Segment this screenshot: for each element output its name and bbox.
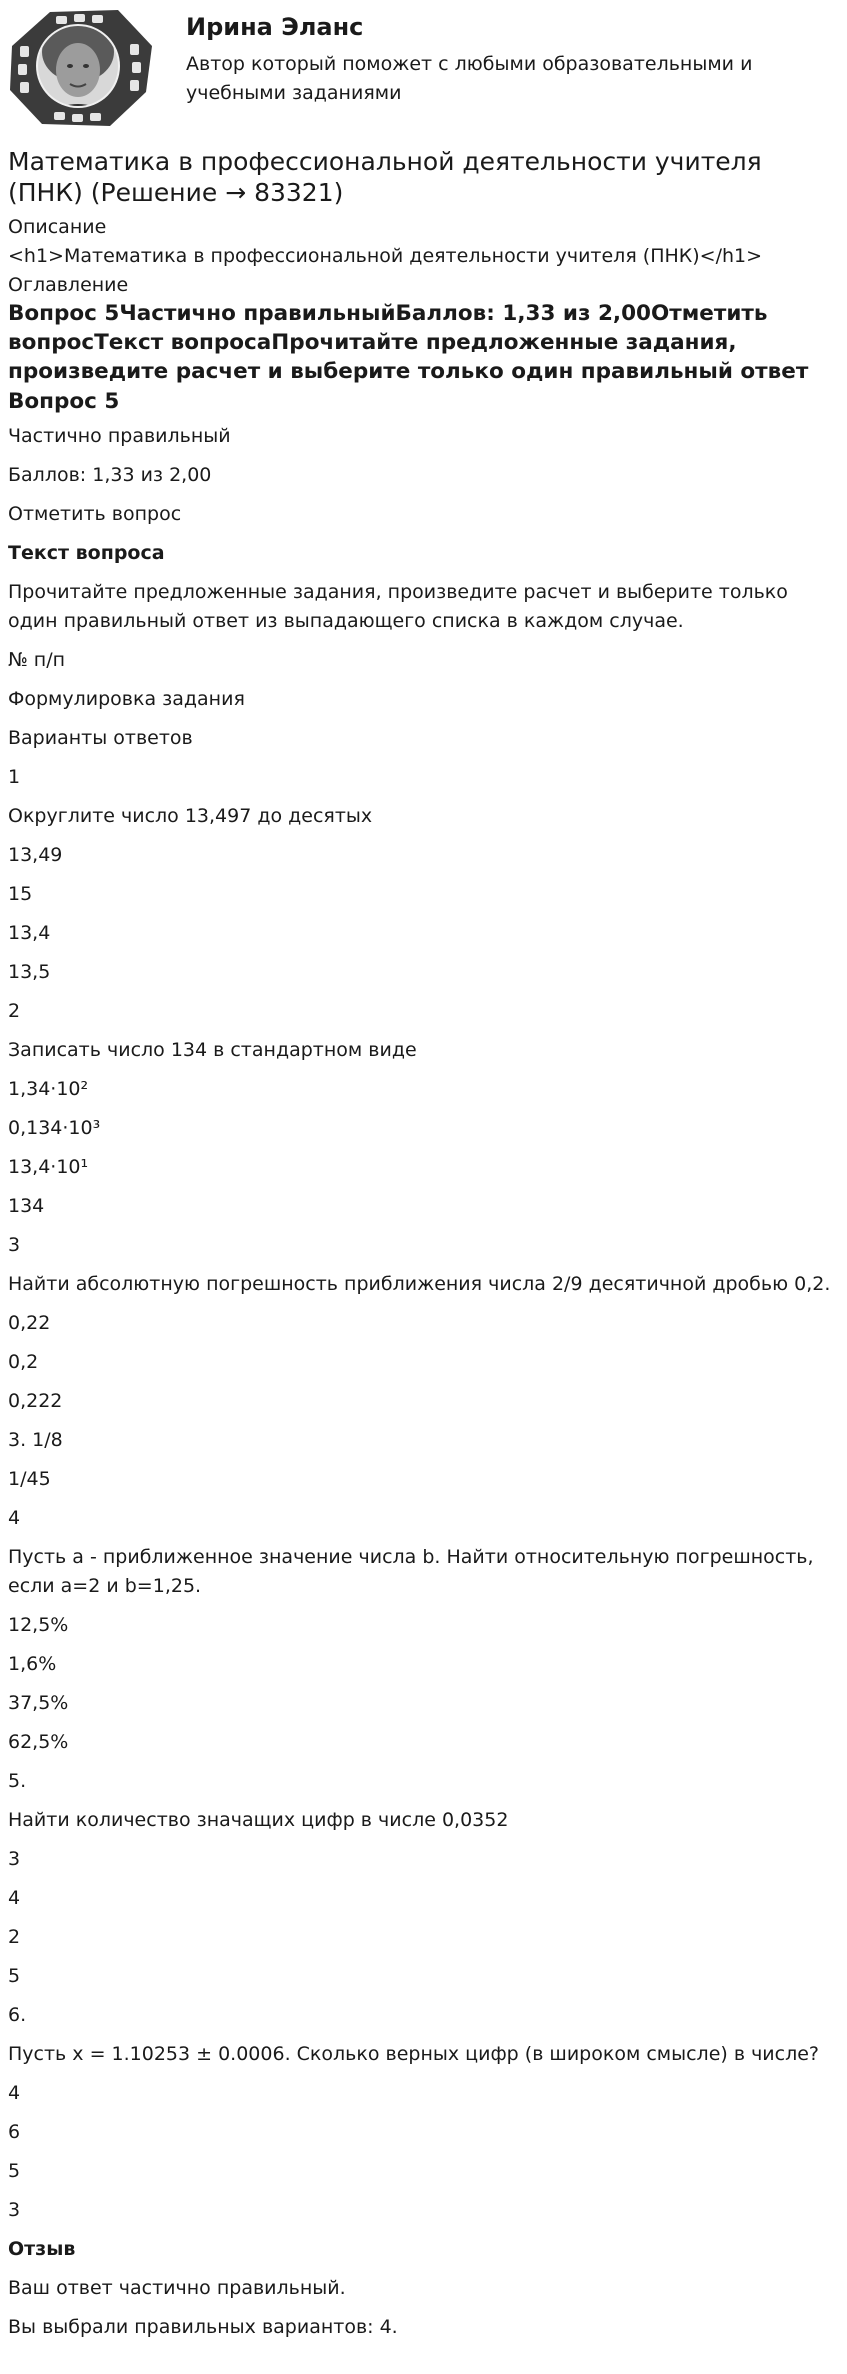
answer-option[interactable]: 1/45	[8, 1468, 51, 1490]
question-heading: Вопрос 5	[8, 389, 120, 414]
answer-option[interactable]: 15	[8, 883, 33, 905]
answer-option[interactable]: 12,5%	[8, 1614, 69, 1636]
answer-option[interactable]: 13,4·10¹	[8, 1156, 89, 1178]
column-task-header: Формулировка задания	[8, 688, 245, 710]
task-text: Записать число 134 в стандартном виде	[8, 1039, 417, 1061]
answer-option[interactable]: 3. 1/8	[8, 1429, 63, 1451]
question-status: Частично правильный	[8, 425, 231, 447]
task-number: 5.	[8, 1770, 27, 1792]
author-header	[0, 0, 847, 140]
column-answers-header: Варианты ответов	[8, 727, 193, 749]
answer-option[interactable]: 0,134·10³	[8, 1117, 101, 1139]
flag-question-link[interactable]: Отметить вопрос	[8, 503, 182, 525]
answer-option[interactable]: 13,4	[8, 922, 51, 944]
answer-option[interactable]: 5	[8, 1965, 21, 1987]
raw-h1-text: <h1>Математика в профессиональной деятельности учителя (ПНК)</h1>	[8, 245, 763, 267]
task-number: 1	[8, 766, 21, 788]
task-number: 4	[8, 1507, 21, 1529]
toc-summary: Вопрос 5Частично правильныйБаллов: 1,33 из 2,00Отметить вопросТекст вопросаПрочитайте предложенные задания, произведите расчет и выберите только один правильный ответ	[8, 301, 809, 384]
feedback-selected: Вы выбрали правильных вариантов: 4.	[8, 2316, 398, 2338]
toc-label: Оглавление	[8, 274, 129, 296]
answer-option[interactable]: 1,34·10²	[8, 1078, 89, 1100]
answer-option[interactable]: 13,5	[8, 961, 51, 983]
author-name: Ирина Эланс	[186, 13, 364, 41]
task-number: 6.	[8, 2004, 27, 2026]
task-text: Найти количество значащих цифр в числе 0,0352	[8, 1809, 509, 1831]
author-avatar	[6, 6, 156, 130]
author-bio: Автор который поможет с любыми образовательными и учебными заданиями	[186, 53, 753, 104]
task-text: Пусть а - приближенное значение числа b. Найти относительную погрешность, если a=2 и b=1,25.	[8, 1546, 814, 1597]
answer-option[interactable]: 4	[8, 2082, 21, 2104]
answer-option[interactable]: 134	[8, 1195, 45, 1217]
answer-option[interactable]: 6	[8, 2121, 21, 2143]
question-text: Прочитайте предложенные задания, произведите расчет и выберите только один правильный ответ из выпадающего списка в каждом случае.	[8, 581, 788, 632]
answer-option[interactable]: 2	[8, 1926, 21, 1948]
question-text-label: Текст вопроса	[8, 542, 165, 564]
feedback-label: Отзыв	[8, 2238, 76, 2260]
answer-option[interactable]: 0,222	[8, 1390, 63, 1412]
main-content	[8, 146, 840, 2347]
answer-option[interactable]: 1,6%	[8, 1653, 57, 1675]
task-text: Найти абсолютную погрешность приближения числа 2/9 десятичной дробью 0,2.	[8, 1273, 831, 1295]
answer-option[interactable]: 4	[8, 1887, 21, 1909]
column-number-header: № п/п	[8, 649, 66, 671]
answer-option[interactable]: 62,5%	[8, 1731, 69, 1753]
answer-option[interactable]: 13,49	[8, 844, 63, 866]
task-number: 2	[8, 1000, 21, 1022]
page-title: Математика в профессиональной деятельности учителя (ПНК) (Решение → 83321)	[8, 147, 762, 207]
task-text: Округлите число 13,497 до десятых	[8, 805, 373, 827]
answer-option[interactable]: 37,5%	[8, 1692, 69, 1714]
answer-option[interactable]: 5	[8, 2160, 21, 2182]
film-frame-avatar-icon	[6, 6, 156, 130]
question-score: Баллов: 1,33 из 2,00	[8, 464, 212, 486]
answer-option[interactable]: 0,22	[8, 1312, 51, 1334]
feedback-result: Ваш ответ частично правильный.	[8, 2277, 346, 2299]
answer-option[interactable]: 3	[8, 1848, 21, 1870]
answer-option[interactable]: 0,2	[8, 1351, 39, 1373]
description-label: Описание	[8, 216, 107, 238]
task-text: Пусть x = 1.10253 ± 0.0006. Сколько верных цифр (в широком смысле) в числе?	[8, 2043, 820, 2065]
answer-option[interactable]: 3	[8, 2199, 21, 2221]
task-number: 3	[8, 1234, 21, 1256]
